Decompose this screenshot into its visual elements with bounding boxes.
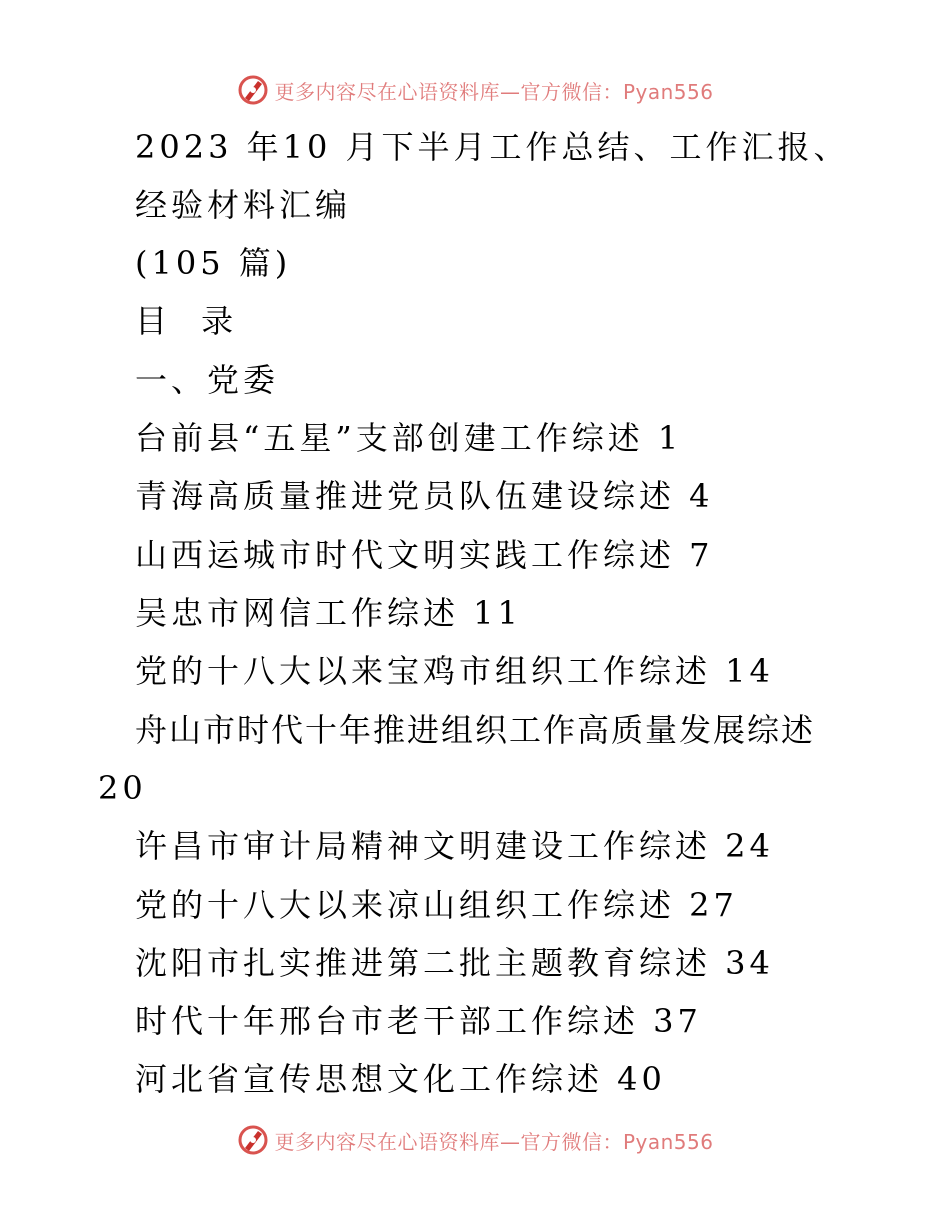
section-heading: 一、党委 — [135, 361, 280, 399]
logo-icon — [236, 1123, 270, 1157]
toc-entry: 舟山市时代十年推进组织工作高质量发展综述 — [135, 711, 816, 749]
toc-entry: 吴忠市网信工作综述 11 — [135, 594, 522, 632]
toc-entry: 青海高质量推进党员队伍建设综述 4 — [135, 477, 714, 515]
toc-entry-page-wrap: 20 — [98, 769, 147, 807]
toc-entry: 党的十八大以来宝鸡市组织工作综述 14 — [135, 652, 774, 690]
toc-entry: 台前县“五星”支部创建工作综述 1 — [135, 419, 683, 457]
logo-icon — [236, 73, 270, 107]
watermark-text: 更多内容尽在心语资料库—官方微信：Pyan556 — [274, 79, 714, 104]
footer-watermark — [0, 1120, 950, 1160]
doc-count: (105 篇) — [135, 244, 292, 282]
toc-entry: 山西运城市时代文明实践工作综述 7 — [135, 536, 714, 574]
toc-heading: 目 录 — [135, 302, 246, 340]
watermark-text: 更多内容尽在心语资料库—官方微信：Pyan556 — [274, 1129, 714, 1154]
toc-entry: 河北省宣传思想文化工作综述 40 — [135, 1060, 666, 1098]
toc-entry: 沈阳市扎实推进第二批主题教育综述 34 — [135, 944, 774, 982]
toc-entry: 党的十八大以来凉山组织工作综述 27 — [135, 886, 738, 924]
header-watermark — [0, 70, 950, 110]
doc-title-line2: 经验材料汇编 — [135, 186, 352, 224]
toc-entry: 许昌市审计局精神文明建设工作综述 24 — [135, 827, 774, 865]
doc-title-line1: 2023 年10 月下半月工作总结、工作汇报、 — [135, 128, 850, 166]
toc-entry: 时代十年邢台市老干部工作综述 37 — [135, 1002, 702, 1040]
